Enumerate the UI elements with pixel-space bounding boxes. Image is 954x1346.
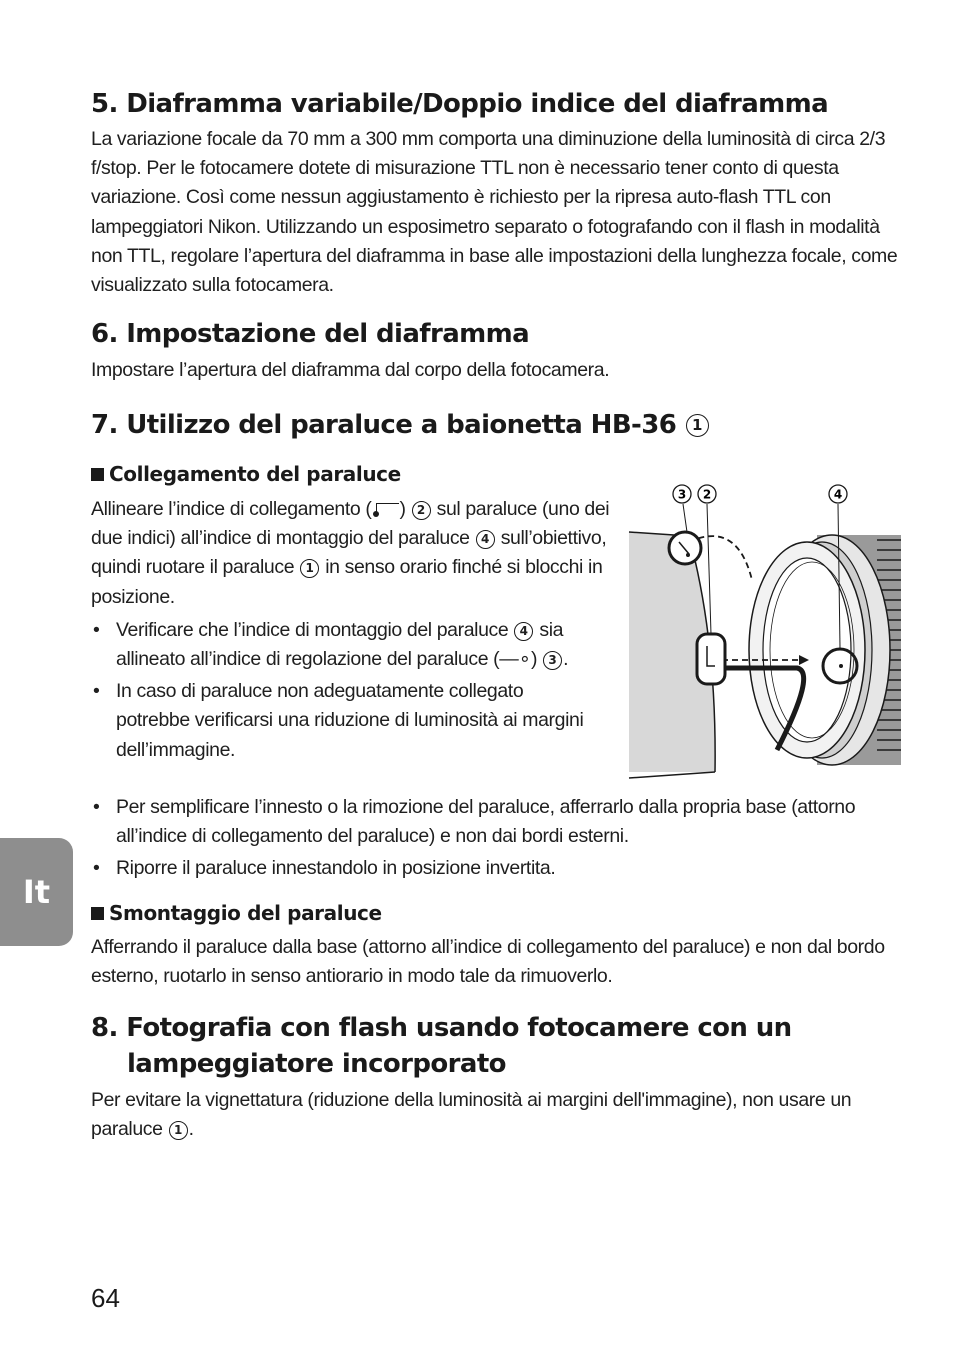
callout-3-label: 3 <box>677 487 687 502</box>
section-8-end: . <box>188 1118 194 1141</box>
attach-heading <box>91 460 621 488</box>
leader-2 <box>707 504 711 634</box>
bullet-list <box>91 793 901 884</box>
bullet-item: • Per semplificare l’innesto o la rimozione del paraluce, afferrarlo dalla propria base (attorno all’indice di collegamento del paraluce) e non dai bordi esterni. <box>91 793 901 851</box>
detach-text: Afferrando il paraluce dalla base (attorno all’indice di collegamento del paraluce) e non dal bordo esterno, ruotarlo in senso antiorario in modo tale da rimuoverlo. <box>91 936 885 988</box>
bullet-1-text-2: sia allineato all’indice di regolazione del paraluce ( <box>116 618 564 671</box>
square-bullet-icon <box>91 907 104 920</box>
lens-hood-figure <box>627 480 901 780</box>
ref-1-icon: 1 <box>300 559 319 578</box>
bullet-1-end: . <box>563 648 569 671</box>
mount-index-icon: —∘ <box>499 648 531 671</box>
ref-1-icon: 1 <box>686 414 709 437</box>
bullet-item: • In caso di paraluce non adeguatamente collegato potrebbe verificarsi una riduzione di luminosità ai margini dell’immagine. <box>91 677 621 765</box>
ref-4-icon: 4 <box>514 622 533 641</box>
section-6-text: Impostare l’apertura del diaframma dal corpo della fotocamera. <box>91 359 610 381</box>
bullet-1-text-1: Verificare che l’indice di montaggio del paraluce <box>116 618 509 641</box>
section-5-title: 5. Diaframma variabile/Doppio indice del diaframma <box>91 89 829 119</box>
ref-4-icon: 4 <box>476 530 495 549</box>
section-6 <box>91 316 901 385</box>
lens-mount-index-dot <box>839 664 843 668</box>
square-bullet-icon <box>91 468 104 481</box>
attach-paragraph <box>91 495 621 612</box>
detach-heading <box>91 899 901 927</box>
section-7 <box>91 407 901 443</box>
bullet-item <box>91 616 621 674</box>
lens-hood-illustration <box>627 480 901 780</box>
mount-index-circle <box>669 532 701 564</box>
bullet-item: • Riporre il paraluce innestandolo in posizione invertita. <box>91 854 901 883</box>
section-8-text-body: Per evitare la vignettatura (riduzione della luminosità ai margini dell'immagine), non usare un paraluce <box>91 1089 852 1141</box>
section-8-title-line-1: 8. Fotografia con flash usando fotocamere con un <box>91 1013 792 1043</box>
section-5 <box>91 86 901 300</box>
detach-block <box>91 899 901 991</box>
attach-text-5: in senso orario finché si blocchi in posizione. <box>91 556 603 608</box>
section-8-title <box>91 1010 901 1082</box>
section-7-title <box>91 407 901 443</box>
callout-4-label: 4 <box>833 487 843 502</box>
section-8-title-line-2: lampeggiatore incorporato <box>127 1049 506 1079</box>
attach-heading-text: Collegamento del paraluce <box>109 462 401 486</box>
page-number: 64 <box>91 1283 120 1313</box>
attach-block <box>91 460 621 765</box>
ref-2-icon: 2 <box>412 501 431 520</box>
mount-index-dot <box>686 553 690 557</box>
attach-index-icon <box>371 502 399 516</box>
attach-text-4: sull’obiettivo, quindi ruotare il paraluce <box>91 527 607 579</box>
language-tab-label: It <box>22 873 51 911</box>
attach-bullets-wide <box>91 793 901 884</box>
hood-bottom-edge <box>629 772 715 778</box>
attach-bullets-narrow <box>91 616 621 765</box>
language-tab <box>0 838 73 946</box>
leader-3 <box>683 504 687 532</box>
detach-heading-text: Smontaggio del paraluce <box>109 901 382 925</box>
section-5-text: La variazione focale da 70 mm a 300 mm comporta una diminuzione della luminosità di circa 2/3 f/stop. Per le fotocamere dotete di misurazione TTL non è necessario tener conto di questa variazione. Così come nessun aggiustamento è richiesto per la ripresa auto-flash TTL con lampeggiatori Nikon. Utilizzando un esposimetro separato o fotografando con il flash in modalità non TTL, regolare l’apertura del diaframma in base alle impostazioni della lunghezza focale, come visualizzato sulla fotocamera. <box>91 128 898 297</box>
attach-index-box <box>697 634 725 684</box>
callout-2-label: 2 <box>702 487 712 502</box>
bullet-1-text-3: ) <box>530 648 538 671</box>
attach-text-2: ) <box>399 498 406 520</box>
ref-1-icon: 1 <box>169 1121 188 1140</box>
attach-text-1: Allineare l’indice di collegamento ( <box>91 498 372 520</box>
section-7-title-text: 7. Utilizzo del paraluce a baionetta HB-36 <box>91 410 677 440</box>
section-6-title: 6. Impostazione del diaframma <box>91 319 530 349</box>
section-8 <box>91 1010 901 1144</box>
section-8-text <box>91 1086 901 1144</box>
ref-3-icon: 3 <box>543 651 562 670</box>
attach-text-3: sul paraluce (uno dei due indici) all’indice di montaggio del paraluce <box>91 498 610 550</box>
